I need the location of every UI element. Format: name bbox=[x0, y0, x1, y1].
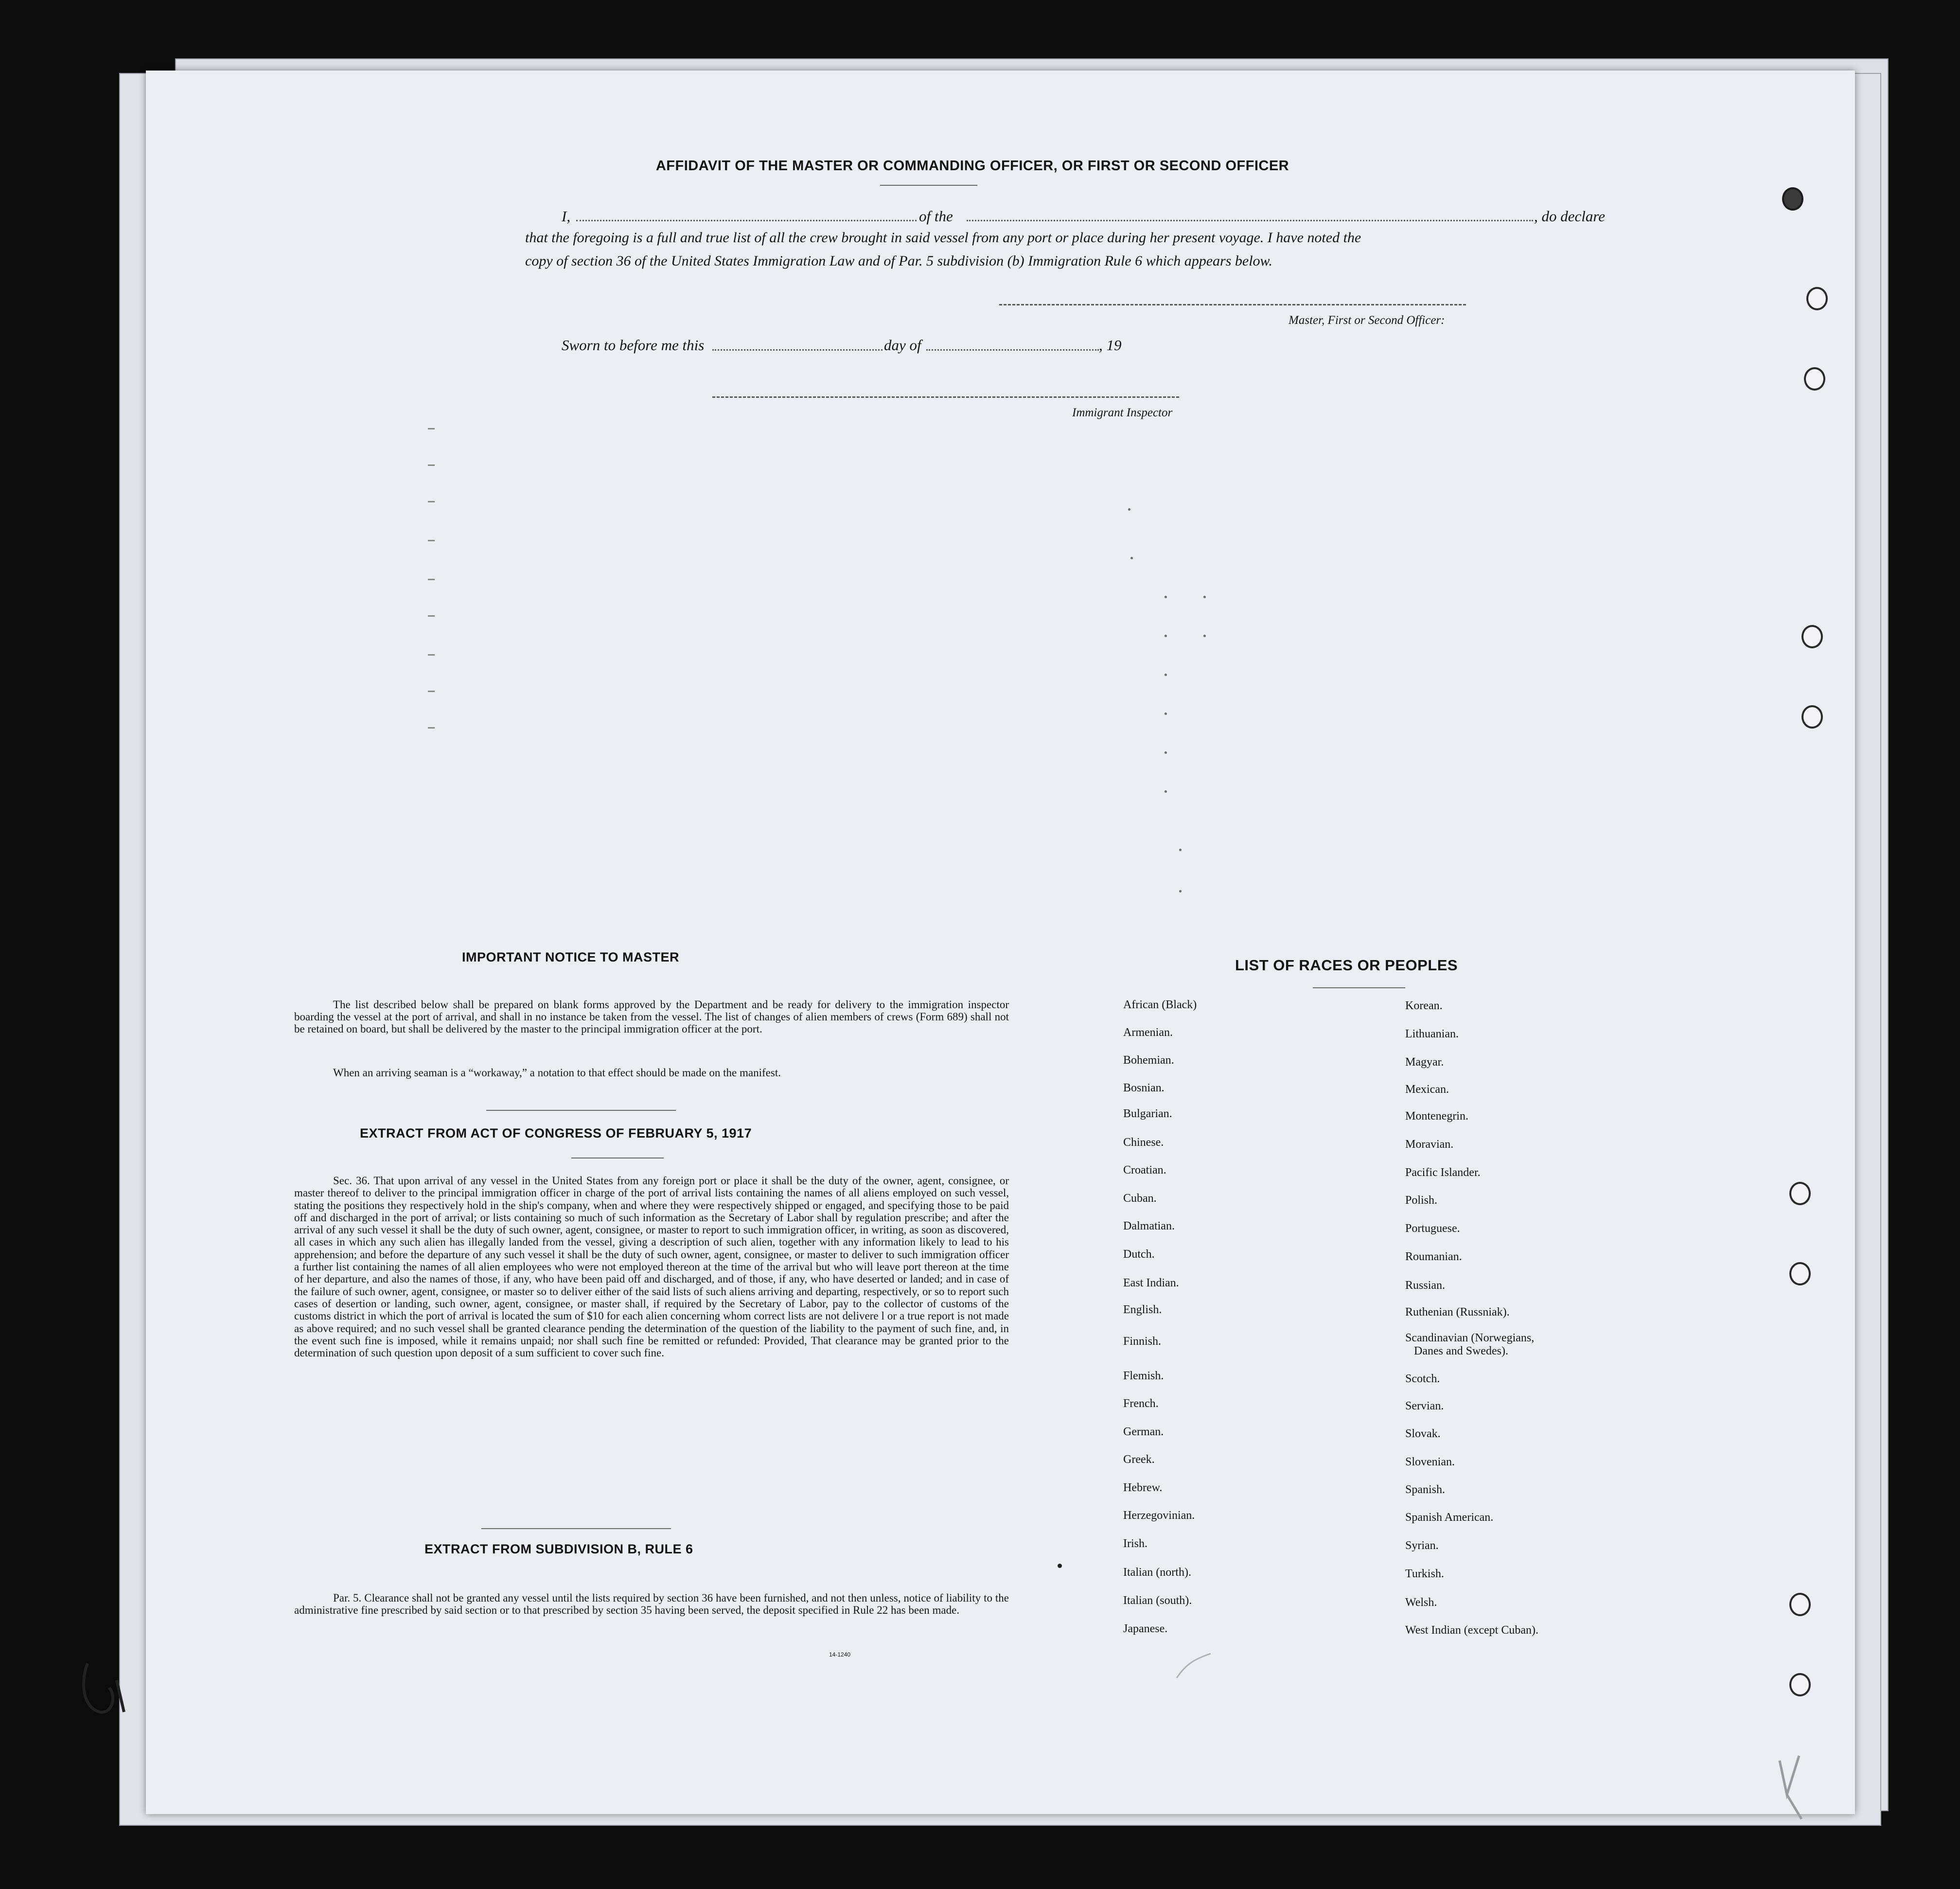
race-item: French. bbox=[1123, 1397, 1159, 1410]
affidavit-line3: copy of section 36 of the United States Immigration Law and of Par. 5 subdivision (b) Immigration Rule 6 which appears below. bbox=[525, 253, 1272, 269]
notice-paragraph-1: The list described below shall be prepared on blank forms approved by the Department and be ready for delivery to the immigration inspector boarding the vessel at the port of arrival, and shall in no instance be taken from the vessel. The list of changes of alien members of crews (Form 689) shall not be retained on board, but shall be delivered by the master to the principal immigration officer at the port. bbox=[294, 998, 1009, 1035]
affidavit-i: I, bbox=[562, 208, 571, 225]
notice-title: IMPORTANT NOTICE TO MASTER bbox=[462, 950, 679, 964]
affidavit-declare: , do declare bbox=[1534, 208, 1606, 225]
race-item: Servian. bbox=[1405, 1400, 1444, 1412]
races-title: LIST OF RACES OR PEOPLES bbox=[1235, 957, 1458, 974]
affidavit-of-the: of the bbox=[919, 208, 953, 225]
race-item: Spanish. bbox=[1405, 1483, 1446, 1496]
race-item: Croatian. bbox=[1123, 1164, 1166, 1176]
race-item: Lithuanian. bbox=[1405, 1028, 1459, 1040]
race-item: Finnish. bbox=[1123, 1335, 1162, 1348]
race-item: Scandinavian (Norwegians, Danes and Swedes). bbox=[1405, 1332, 1535, 1357]
race-item: Welsh. bbox=[1405, 1596, 1437, 1609]
race-item: Irish. bbox=[1123, 1537, 1148, 1550]
race-item: Syrian. bbox=[1405, 1539, 1439, 1552]
race-item: Armenian. bbox=[1123, 1026, 1173, 1039]
race-item: Ruthenian (Russniak). bbox=[1405, 1306, 1510, 1319]
race-item: East Indian. bbox=[1123, 1277, 1179, 1289]
inspector-label: Immigrant Inspector bbox=[1072, 406, 1173, 419]
race-item: Italian (south). bbox=[1123, 1594, 1192, 1607]
handwritten-check-mark bbox=[1780, 1756, 1801, 1819]
race-item: Scotch. bbox=[1405, 1372, 1440, 1385]
race-item: Chinese. bbox=[1123, 1136, 1164, 1149]
race-item: Turkish. bbox=[1405, 1568, 1444, 1580]
race-item: Spanish American. bbox=[1405, 1511, 1494, 1524]
race-item: Herzegovinian. bbox=[1123, 1509, 1195, 1522]
race-item: Dutch. bbox=[1123, 1248, 1155, 1261]
sworn-day-label: day of bbox=[884, 337, 921, 354]
master-label: Master, First or Second Officer: bbox=[1289, 314, 1445, 327]
race-item: Cuban. bbox=[1123, 1192, 1157, 1205]
race-item: German. bbox=[1123, 1426, 1164, 1438]
rule-extract-title: EXTRACT FROM SUBDIVISION B, RULE 6 bbox=[424, 1542, 693, 1556]
rule-extract-text: Par. 5. Clearance shall not be granted any vessel until the lists required by section 36 have been furnished, and not then unless, notice of liability to the administrative fine prescribed by said section or to that prescribed by section 35 having been served, the deposit specified in Rule 22 has been made. bbox=[294, 1592, 1009, 1616]
race-item: Hebrew. bbox=[1123, 1481, 1163, 1494]
race-item: Italian (north). bbox=[1123, 1566, 1191, 1579]
affidavit-line2: that the foregoing is a full and true list of all the crew brought in said vessel from any port or place during her present voyage. I have noted the bbox=[525, 230, 1361, 246]
sworn-prefix: Sworn to before me this bbox=[562, 337, 705, 354]
race-item: Slovenian. bbox=[1405, 1456, 1455, 1468]
act-extract-title: EXTRACT FROM ACT OF CONGRESS OF FEBRUARY 5, 1917 bbox=[360, 1126, 752, 1141]
race-item: English. bbox=[1123, 1303, 1162, 1316]
race-item: Bohemian. bbox=[1123, 1054, 1174, 1067]
race-item: Flemish. bbox=[1123, 1370, 1164, 1382]
race-item: Moravian. bbox=[1405, 1138, 1454, 1151]
race-item: African (Black) bbox=[1123, 998, 1197, 1011]
race-item: West Indian (except Cuban). bbox=[1405, 1624, 1538, 1637]
notice-paragraph-2: When an arriving seaman is a “workaway,” a notation to that effect should be made on the manifest. bbox=[333, 1067, 781, 1079]
act-extract-text: Sec. 36. That upon arrival of any vessel in the United States from any foreign port or place it shall be the duty of the owner, agent, consignee, or master thereof to deliver to the principal immigration officer in charge of the port of arrival lists containing the names of all aliens employed on such vessel, stating the positions they respectively hold in the ship's company, when and where they were respectively shipped or engaged, and specifying those to be paid off and discharged in the port of arrival; or lists containing so much of such information as the Secretary of Labor shall by regulation prescribe; and after the arrival of any such vessel it shall be the duty of such owner, agent, consignee, or master to report to such immigration officer, in writing, as soon as discovered, all cases in which any such alien has illegally landed from the vessel, giving a description of such alien, together with any information likely to lead to his apprehension; and before the departure of any such vessel it shall be the duty of such owner, agent, consignee, or master to deliver to such immigration officer a further list containing the names of all alien employees who were not employed thereon at the time of the arrival but who will leave port thereon at the time of her departure, and also the names of those, if any, who have been paid off and discharged, and of those, if any, who have deserted or landed; and in case of the failure of such owner, agent, consignee, or master so to deliver either of the said lists of such aliens arriving and departing, respectively, or so to report such cases of desertion or landing, such owner, agent, consignee, or master shall, if required by the Secretary of Labor, pay to the collector of customs of the customs district in which the port of arrival is located the sum of $10 for each alien concerning whom correct lists are not delivere l or a true report is not made as above required; and no such vessel shall be granted clearance pending the determination of the question of the liability to the payment of such fine, and, in the event such fine is imposed, while it remains unpaid; nor shall such fine be remitted or refunded: Provided, That clearance may be granted prior to the determination of such question upon deposit of a sum sufficient to cover such fine. bbox=[294, 1175, 1009, 1359]
race-item: Pacific Islander. bbox=[1405, 1166, 1481, 1179]
affidavit-title: AFFIDAVIT OF THE MASTER OR COMMANDING OFFICER, OR FIRST OR SECOND OFFICER bbox=[655, 158, 1289, 174]
race-item: Greek. bbox=[1123, 1453, 1155, 1466]
race-item: Bulgarian. bbox=[1123, 1107, 1172, 1120]
race-item: Korean. bbox=[1405, 999, 1443, 1012]
race-item: Polish. bbox=[1405, 1194, 1438, 1207]
handwritten-number-mark bbox=[84, 1663, 124, 1712]
race-item: Montenegrin. bbox=[1405, 1110, 1468, 1123]
race-item: Russian. bbox=[1405, 1279, 1446, 1292]
race-item: Magyar. bbox=[1405, 1056, 1444, 1069]
race-item: Dalmatian. bbox=[1123, 1220, 1175, 1232]
sworn-year: , 19 bbox=[1099, 337, 1122, 354]
race-item: Slovak. bbox=[1405, 1427, 1441, 1440]
race-item: Japanese. bbox=[1123, 1622, 1168, 1635]
race-item: Portuguese. bbox=[1405, 1222, 1460, 1235]
form-number: 14-1240 bbox=[829, 1651, 851, 1658]
race-item: Mexican. bbox=[1405, 1083, 1449, 1096]
pencil-stroke bbox=[1177, 1654, 1211, 1678]
race-item: Roumanian. bbox=[1405, 1250, 1462, 1263]
race-item: Bosnian. bbox=[1123, 1082, 1165, 1094]
